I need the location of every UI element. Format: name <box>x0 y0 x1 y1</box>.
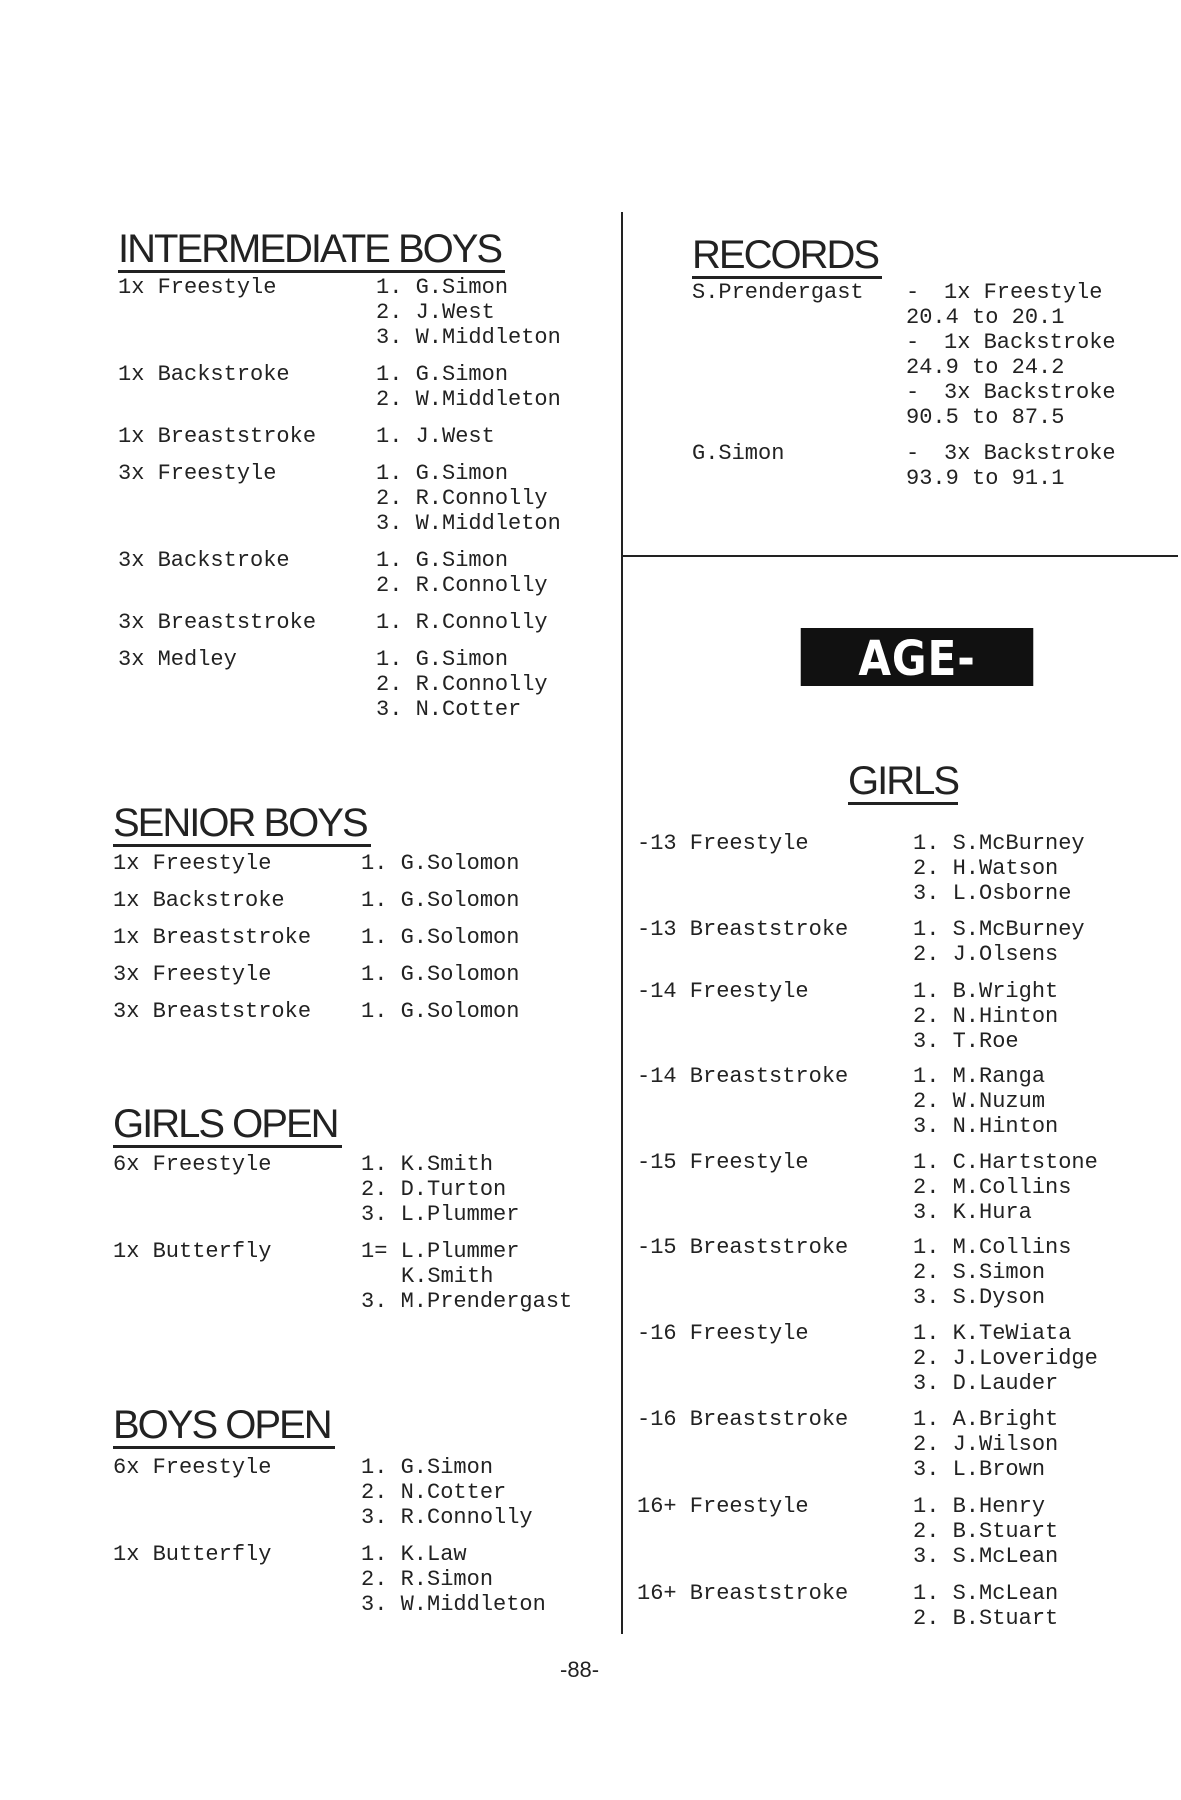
result: 1. A.Bright <box>913 1407 1059 1432</box>
result: 2. N.Hinton <box>913 1004 1059 1029</box>
result: K.Smith <box>401 1264 494 1289</box>
list-item <box>113 1542 546 1617</box>
event-name: 1x Butterfly <box>113 1239 272 1264</box>
result: 1. G.Simon <box>376 275 509 300</box>
boys-open-results <box>113 1455 546 1617</box>
result: 1. K.Law <box>361 1542 467 1567</box>
event-name: 6x Freestyle <box>113 1455 272 1480</box>
event-name: 3x Medley <box>118 647 237 672</box>
list-item <box>637 979 1177 1054</box>
result: 1= L.Plummer <box>361 1239 520 1264</box>
event-name: -13 Freestyle <box>637 831 809 856</box>
result: 3. S.Dyson <box>913 1285 1046 1310</box>
age-group-banner: AGE-GROUP <box>801 628 1033 686</box>
results <box>361 1542 546 1617</box>
list-item <box>113 1455 546 1530</box>
event-name: -13 Breaststroke <box>637 917 849 942</box>
list-item <box>113 888 519 913</box>
result: 1. S.McBurney <box>913 917 1085 942</box>
result: 1. G.Simon <box>376 548 509 573</box>
results <box>913 1581 1058 1631</box>
result: 2. R.Connolly <box>376 486 548 511</box>
result: 1. R.Connolly <box>376 610 548 635</box>
event-name: 3x Freestyle <box>113 962 272 987</box>
record-holder-name: G.Simon <box>692 441 785 466</box>
results <box>913 1321 1098 1396</box>
result: 2. S.Simon <box>913 1260 1046 1285</box>
record-holder-name: S.Prendergast <box>692 280 864 305</box>
record-event: 3x Backstroke <box>944 441 1116 466</box>
column-divider <box>621 212 623 1634</box>
event-name: 1x Breaststroke <box>118 424 317 449</box>
result: 3. D.Lauder <box>913 1371 1059 1396</box>
list-item <box>118 424 561 449</box>
intermediate-boys-results <box>118 275 561 722</box>
list-item <box>113 925 519 950</box>
list-item <box>118 548 561 598</box>
senior-boys-heading: SENIOR BOYS <box>113 802 371 847</box>
result: 3. L.Brown <box>913 1457 1046 1482</box>
list-item <box>113 962 519 987</box>
list-item <box>637 1407 1177 1482</box>
results <box>361 1455 533 1530</box>
event-name: 1x Freestyle <box>113 851 272 876</box>
event-name: 1x Backstroke <box>118 362 290 387</box>
girls-heading: GIRLS <box>848 759 959 803</box>
girls-open-results <box>113 1152 572 1314</box>
results <box>361 1239 572 1314</box>
list-item <box>113 851 519 876</box>
results <box>376 461 561 536</box>
girls-open-section <box>113 1103 572 1326</box>
result: 1. B.Wright <box>913 979 1059 1004</box>
result: 1. M.Collins <box>913 1235 1072 1260</box>
event-name: 1x Breaststroke <box>113 925 312 950</box>
event-name: 3x Backstroke <box>118 548 290 573</box>
record-event: 1x Backstroke <box>944 330 1116 355</box>
result: 1. G.Solomon <box>361 962 520 987</box>
list-item <box>113 1239 572 1314</box>
result: 3. M.Prendergast <box>361 1289 573 1314</box>
list-item <box>637 1235 1177 1310</box>
result: 2. J.West <box>376 300 495 325</box>
event-name: -14 Freestyle <box>637 979 809 1004</box>
result: 2. R.Simon <box>361 1567 494 1592</box>
results <box>376 424 495 449</box>
result: 1. G.Simon <box>376 647 509 672</box>
result: 3. W.Middleton <box>376 511 561 536</box>
intermediate-boys-section <box>118 228 561 734</box>
list-item <box>637 831 1177 906</box>
records-section <box>692 234 882 279</box>
result: 3. L.Osborne <box>913 881 1072 906</box>
record-item: - 1x Backstroke <box>906 330 1116 355</box>
page-number: -88- <box>560 1657 600 1682</box>
event-name: 3x Freestyle <box>118 461 277 486</box>
result: 2. J.Loveridge <box>913 1346 1098 1371</box>
result: 2. B.Stuart <box>913 1519 1059 1544</box>
result: 1. G.Solomon <box>361 999 520 1024</box>
list-item <box>113 1152 572 1227</box>
result: 1. G.Solomon <box>361 851 520 876</box>
senior-boys-results <box>113 851 519 1024</box>
event-name: 1x Freestyle <box>118 275 277 300</box>
record-times: 90.5 to 87.5 <box>906 405 1065 430</box>
records-heading: RECORDS <box>692 234 882 279</box>
list-item <box>637 1150 1177 1225</box>
result: 2. H.Watson <box>913 856 1059 881</box>
result: 3. N.Hinton <box>913 1114 1059 1139</box>
record-list <box>906 441 1116 491</box>
list-item <box>637 1064 1177 1139</box>
list-item <box>637 1581 1177 1631</box>
result: 3. L.Plummer <box>361 1202 520 1227</box>
result: 3. K.Hura <box>913 1200 1032 1225</box>
section-divider <box>621 555 1178 557</box>
result: 1. C.Hartstone <box>913 1150 1098 1175</box>
senior-boys-section <box>113 802 519 1036</box>
result: 3. W.Middleton <box>361 1592 546 1617</box>
event-name: -14 Breaststroke <box>637 1064 849 1089</box>
results <box>913 1407 1058 1482</box>
results <box>376 647 548 722</box>
intermediate-boys-heading: INTERMEDIATE BOYS <box>118 228 505 273</box>
result: 1. G.Solomon <box>361 925 520 950</box>
event-name: -15 Freestyle <box>637 1150 809 1175</box>
results <box>376 275 561 350</box>
record-list <box>906 280 1116 430</box>
event-name: 16+ Breaststroke <box>637 1581 849 1606</box>
result: 2. W.Nuzum <box>913 1089 1046 1114</box>
results <box>913 979 1058 1054</box>
list-item <box>637 1321 1177 1396</box>
event-name: 1x Backstroke <box>113 888 285 913</box>
list-item <box>118 461 561 536</box>
event-name: -16 Freestyle <box>637 1321 809 1346</box>
list-item <box>118 610 561 635</box>
record-event: 3x Backstroke <box>944 380 1116 405</box>
result: 2. J.Olsens <box>913 942 1059 967</box>
results <box>361 1152 519 1227</box>
result: 2. J.Wilson <box>913 1432 1059 1457</box>
results <box>913 831 1085 906</box>
results <box>376 362 561 412</box>
record-times: 93.9 to 91.1 <box>906 466 1065 491</box>
results <box>913 917 1085 967</box>
result: 1. S.McBurney <box>913 831 1085 856</box>
event-name: 3x Breaststroke <box>118 610 317 635</box>
result: 1. M.Ranga <box>913 1064 1046 1089</box>
results <box>913 1235 1071 1310</box>
result: 2. N.Cotter <box>361 1480 507 1505</box>
boys-open-section <box>113 1404 546 1629</box>
result: 3. W.Middleton <box>376 325 561 350</box>
results <box>376 610 548 635</box>
result: 3. T.Roe <box>913 1029 1019 1054</box>
result: 1. G.Solomon <box>361 888 520 913</box>
result: 2. R.Connolly <box>376 672 548 697</box>
event-name: 3x Breaststroke <box>113 999 312 1024</box>
record-event: 1x Freestyle <box>944 280 1103 305</box>
boys-open-heading: BOYS OPEN <box>113 1404 335 1449</box>
result: 3. N.Cotter <box>376 697 522 722</box>
event-name: 6x Freestyle <box>113 1152 272 1177</box>
event-name: 16+ Freestyle <box>637 1494 809 1519</box>
record-item: - 3x Backstroke <box>906 441 1116 466</box>
record-item: - 1x Freestyle <box>906 280 1103 305</box>
result: 2. D.Turton <box>361 1177 507 1202</box>
results <box>376 548 548 598</box>
result: 2. R.Connolly <box>376 573 548 598</box>
results <box>913 1494 1058 1569</box>
result: 1. S.McLean <box>913 1581 1059 1606</box>
result: 1. G.Simon <box>361 1455 494 1480</box>
event-name: 1x Butterfly <box>113 1542 272 1567</box>
list-item <box>118 647 561 722</box>
result: 2. M.Collins <box>913 1175 1072 1200</box>
list-item <box>118 275 561 350</box>
result: 1. K.Smith <box>361 1152 494 1177</box>
list-item <box>118 362 561 412</box>
girls-open-heading: GIRLS OPEN <box>113 1103 342 1148</box>
result: 2. B.Stuart <box>913 1606 1059 1631</box>
list-item <box>637 1494 1177 1569</box>
results <box>913 1150 1098 1225</box>
event-name: -16 Breaststroke <box>637 1407 849 1432</box>
result: 3. R.Connolly <box>361 1505 533 1530</box>
result: 1. J.West <box>376 424 495 449</box>
event-name: -15 Breaststroke <box>637 1235 849 1260</box>
result: 3. S.McLean <box>913 1544 1059 1569</box>
record-item: - 3x Backstroke <box>906 380 1116 405</box>
list-item <box>113 999 519 1024</box>
results <box>913 1064 1058 1139</box>
result: 1. B.Henry <box>913 1494 1046 1519</box>
result: 1. G.Simon <box>376 362 509 387</box>
record-times: 24.9 to 24.2 <box>906 355 1065 380</box>
list-item <box>637 917 1177 967</box>
record-times: 20.4 to 20.1 <box>906 305 1065 330</box>
result: 1. K.TeWiata <box>913 1321 1072 1346</box>
result: 1. G.Simon <box>376 461 509 486</box>
result: 2. W.Middleton <box>376 387 561 412</box>
